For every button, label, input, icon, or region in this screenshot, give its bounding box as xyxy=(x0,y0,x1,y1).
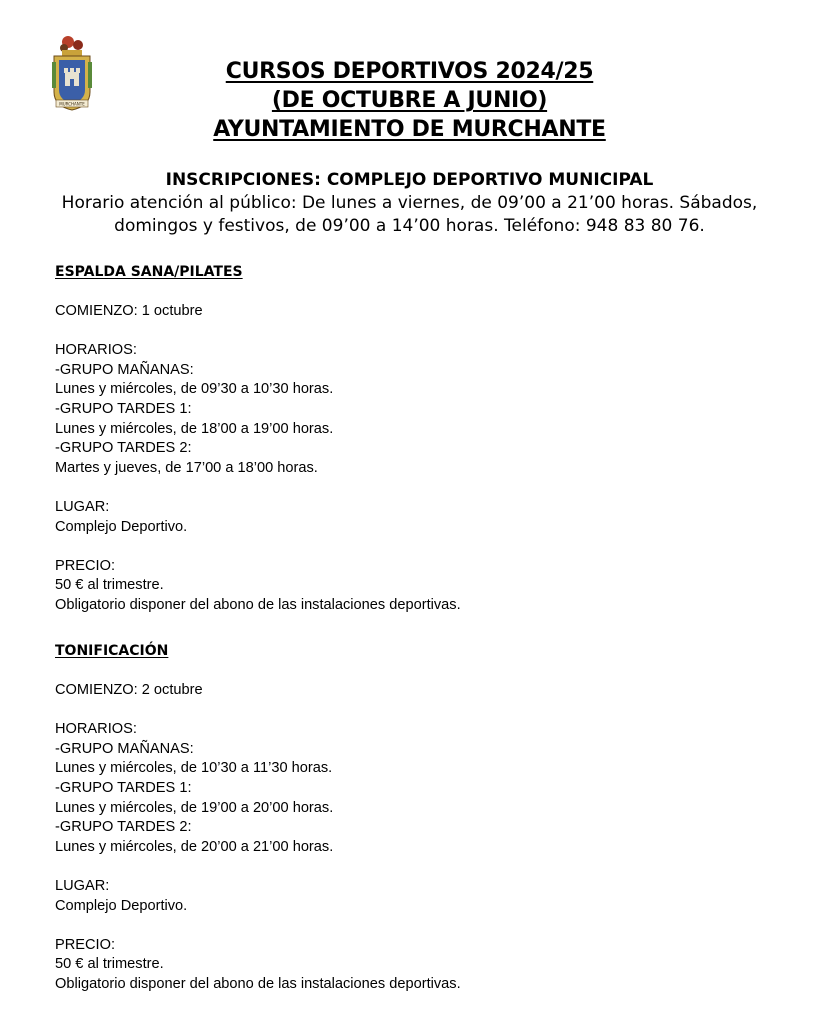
price-note: Obligatorio disponer del abono de las instalaciones deportivas. xyxy=(55,975,461,992)
course-section-toning xyxy=(55,641,755,995)
group-name: -GRUPO MAÑANAS: xyxy=(55,740,194,757)
group-time: Lunes y miércoles, de 18’00 a 19’00 horas. xyxy=(55,420,334,437)
title-line-3: AYUNTAMIENTO DE MURCHANTE xyxy=(213,117,606,142)
title-line-2: (DE OCTUBRE A JUNIO) xyxy=(271,88,548,113)
opening-hours xyxy=(40,192,779,238)
group-name: -GRUPO TARDES 2: xyxy=(55,819,192,836)
course-section-pilates xyxy=(55,262,755,616)
group-time: Lunes y miércoles, de 20’00 a 21’00 horas. xyxy=(55,838,334,855)
hours-line-1: Horario atención al público: De lunes a viernes, de 09’00 a 21’00 horas. Sábados, xyxy=(61,193,758,213)
group-name: -GRUPO TARDES 1: xyxy=(55,779,192,796)
group-time: Martes y jueves, de 17’00 a 18’00 horas. xyxy=(55,459,318,476)
group-name: -GRUPO TARDES 2: xyxy=(55,440,192,457)
price-heading: PRECIO: xyxy=(55,557,116,574)
price-note: Obligatorio disponer del abono de las instalaciones deportivas. xyxy=(55,596,461,613)
schedule-heading: HORARIOS: xyxy=(55,342,137,359)
group-time: Lunes y miércoles, de 09’30 a 10’30 horas. xyxy=(55,381,334,398)
place-value: Complejo Deportivo. xyxy=(55,897,188,914)
hours-line-2: domingos y festivos, de 09’00 a 14’00 horas. Teléfono: 948 83 80 76. xyxy=(114,216,705,236)
place-heading: LUGAR: xyxy=(55,498,110,515)
section-title: TONIFICACIÓN xyxy=(55,643,169,659)
section-title: ESPALDA SANA/PILATES xyxy=(55,264,243,280)
group-time: Lunes y miércoles, de 10’30 a 11’30 horas. xyxy=(55,760,333,777)
price-value: 50 € al trimestre. xyxy=(55,956,164,973)
place-value: Complejo Deportivo. xyxy=(55,518,188,535)
course-start: COMIENZO: 2 octubre xyxy=(55,682,203,698)
group-name: -GRUPO TARDES 1: xyxy=(55,400,192,417)
group-time: Lunes y miércoles, de 19’00 a 20’00 horas. xyxy=(55,799,334,816)
course-start: COMIENZO: 1 octubre xyxy=(55,303,203,319)
place-heading: LUGAR: xyxy=(55,877,110,894)
inscriptions-heading: INSCRIPCIONES: COMPLEJO DEPORTIVO MUNICIPAL xyxy=(165,170,654,190)
document-title xyxy=(0,57,819,144)
group-name: -GRUPO MAÑANAS: xyxy=(55,361,194,378)
title-line-1: CURSOS DEPORTIVOS 2024/25 xyxy=(225,59,594,84)
crest-banner-text: MURCHANTE xyxy=(59,101,85,107)
price-value: 50 € al trimestre. xyxy=(55,577,164,594)
schedule-heading: HORARIOS: xyxy=(55,721,137,738)
price-heading: PRECIO: xyxy=(55,936,116,953)
